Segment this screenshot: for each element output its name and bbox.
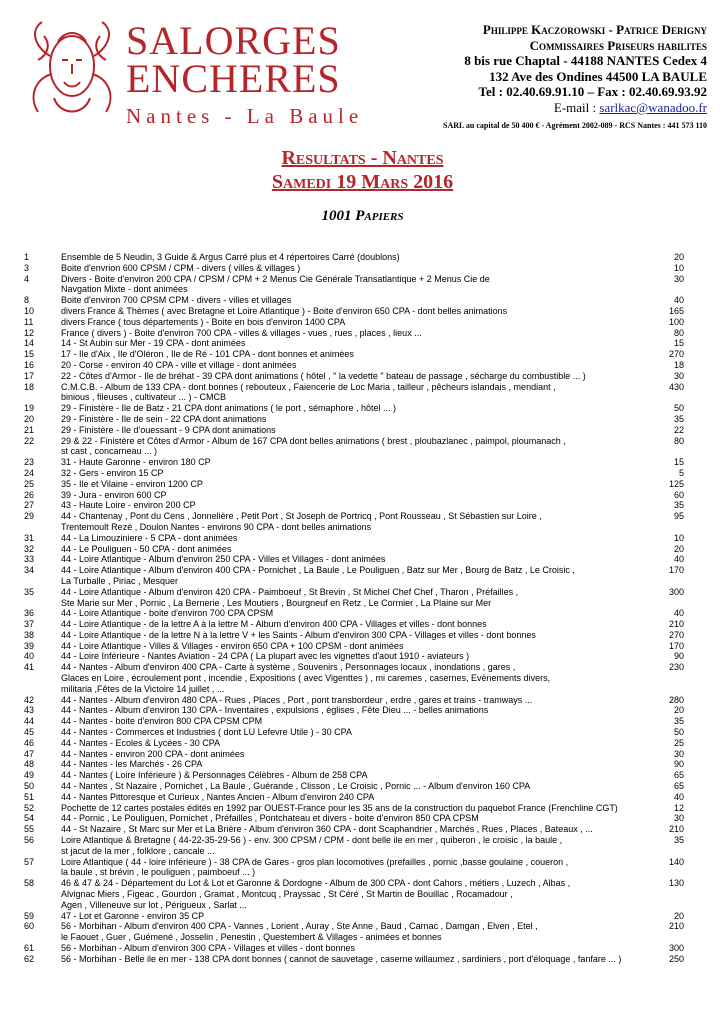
lot-price: 210 <box>668 619 684 630</box>
lot-row <box>24 857 684 879</box>
lot-row <box>24 911 684 922</box>
lot-price: 60 <box>673 489 684 500</box>
lot-row <box>24 705 684 716</box>
lot-number: 12 <box>24 327 35 338</box>
lot-price: 210 <box>668 921 684 932</box>
lot-price: 50 <box>673 403 684 414</box>
lot-price: 270 <box>668 629 684 640</box>
lot-description: 44 - Nantes - les Marchés - 26 CPA <box>61 759 203 770</box>
lot-price: 300 <box>668 586 684 597</box>
lot-row <box>24 835 684 857</box>
lot-number: 23 <box>24 457 35 468</box>
lot-row <box>24 317 684 328</box>
brand-line-2: ENCHERES <box>126 56 341 101</box>
lot-description: 44 - Nantes - boite d'environ 800 CPA CPSM CPM <box>61 716 263 727</box>
lot-price: 10 <box>673 262 684 273</box>
lot-description: 56 - Morbihan - Album d'environ 300 CPA - Villages et villes - dont bonnes <box>61 943 356 953</box>
lot-number: 48 <box>24 759 35 770</box>
lot-description: 44 - St Nazaire , St Marc sur Mer et La Brière - Album d'environ 360 CPA - dont Scaphandrier , Marchés , Rues , Places , Bateaux , ... <box>61 824 593 835</box>
lot-row <box>24 338 684 349</box>
lot-price: 95 <box>673 511 684 522</box>
lot-description: 43 - Haute Loire - environ 200 CP <box>61 500 196 511</box>
lot-description: 32 - Gers - environ 15 CP <box>61 467 164 478</box>
lot-number: 56 <box>24 835 35 846</box>
lot-number: 29 <box>24 511 35 522</box>
address-nantes: 8 bis rue Chaptal - 44188 NANTES Cedex 4 <box>464 53 707 69</box>
lot-price: 430 <box>668 381 684 392</box>
lot-row <box>24 641 684 652</box>
lot-description: 44 - Loire Atlantique - boite d'environ 700 CPA CPSM <box>61 608 274 619</box>
lot-number: 18 <box>24 381 35 392</box>
lot-description: 44 - Nantes - Album d'environ 480 CPA - Rues , Places , Port , pont transbordeur , erdre , gares et trains - tramways ... <box>61 694 533 705</box>
lot-row <box>24 619 684 630</box>
lot-number: 55 <box>24 824 35 835</box>
lot-number: 57 <box>24 856 35 867</box>
company-registration: SARL au capital de 50 400 € - Agrément 2002-089 - RCS Nantes : 441 573 110 <box>443 120 707 130</box>
lot-row <box>24 425 684 436</box>
lot-price: 40 <box>673 791 684 802</box>
lot-number: 51 <box>24 791 35 802</box>
lot-price: 90 <box>673 759 684 770</box>
lot-row <box>24 651 684 662</box>
lot-description: 31 - Haute Garonne - environ 180 CP <box>61 457 211 468</box>
lot-number: 16 <box>24 359 35 370</box>
lot-description: France ( divers ) - Boite d'environ 700 CPA - villes & villages - vues , rues , places , lieux ... <box>61 327 422 338</box>
lot-price: 65 <box>673 770 684 781</box>
lot-row <box>24 468 684 479</box>
lot-row <box>24 630 684 641</box>
lot-description: 14 - St Aubin sur Mer - 19 CPA - dont animées <box>61 338 246 349</box>
lot-description: 17 - Ile d'Aix , Ile d'Oléron , Ile de Ré - 101 CPA - dont bonnes et animées <box>61 349 354 360</box>
lot-description: 20 - Corse - environ 40 CPA - ville et village - dont animées <box>61 359 297 370</box>
lot-price: 15 <box>673 338 684 349</box>
lot-number: 62 <box>24 953 35 964</box>
lot-number: 19 <box>24 403 35 414</box>
lot-number: 20 <box>24 413 35 424</box>
lot-price: 35 <box>673 835 684 846</box>
lot-row <box>24 759 684 770</box>
lot-number: 49 <box>24 770 35 781</box>
lot-price: 10 <box>673 532 684 543</box>
lot-price: 270 <box>668 349 684 360</box>
lot-number: 50 <box>24 781 35 792</box>
lot-price: 165 <box>668 305 684 316</box>
lot-price: 12 <box>673 802 684 813</box>
lot-description: 44 - Loire Atlantique - Album d'environ 420 CPA - Paimboeuf , St Brevin , St Michel Chef Chef , Tharon , Préfailles , Ste Marie sur Mer , Pornic , La Bernerie , Les Moutiers , Bourgneuf en Retz , Le Cormier , La Plaine sur Mer <box>61 586 519 608</box>
lot-price: 20 <box>673 543 684 554</box>
lot-row <box>24 533 684 544</box>
lot-description: 44 - Nantes Pittoresque et Curieux , Nantes Ancien - Album d'environ 240 CPA <box>61 791 375 802</box>
lot-number: 38 <box>24 629 35 640</box>
lot-price: 100 <box>668 316 684 327</box>
lot-price: 140 <box>668 856 684 867</box>
lot-price: 35 <box>673 500 684 511</box>
lot-price: 280 <box>668 694 684 705</box>
lot-description: 47 - Lot et Garonne - environ 35 CP <box>61 910 205 921</box>
lot-number: 27 <box>24 500 35 511</box>
lot-description: Ensemble de 5 Neudin, 3 Guide & Argus Carré plus et 4 répertoires Carré (doublons) <box>61 252 400 262</box>
lot-row <box>24 349 684 360</box>
lot-price: 50 <box>673 727 684 738</box>
lot-price: 130 <box>668 878 684 889</box>
lot-description: 44 - Nantes - environ 200 CPA - dont animées <box>61 748 245 759</box>
lot-number: 34 <box>24 565 35 576</box>
lot-row <box>24 662 684 694</box>
lot-price: 90 <box>673 651 684 662</box>
lot-number: 22 <box>24 435 35 446</box>
lot-row <box>24 457 684 468</box>
lot-description: 44 - Loire Atlantique - Villes & Villages - environ 650 CPA + 100 CPSM - dont animées <box>61 640 404 651</box>
lot-row <box>24 295 684 306</box>
lot-row <box>24 414 684 425</box>
lot-number: 17 <box>24 370 35 381</box>
lot-description: 29 - Finistère - Ile d'ouessant - 9 CPA dont animations <box>61 424 276 435</box>
lot-row <box>24 954 684 965</box>
lot-number: 21 <box>24 424 35 435</box>
lot-row <box>24 328 684 339</box>
lot-price: 30 <box>673 273 684 284</box>
lot-row <box>24 252 684 263</box>
lot-row <box>24 554 684 565</box>
lot-description: Pochette de 12 cartes postales édités en 1992 par OUEST-France pour les 35 ans de la construction du paquebot France (Frenchline CGT) <box>61 802 618 813</box>
lot-row <box>24 544 684 555</box>
lot-price: 22 <box>673 424 684 435</box>
lot-description: 29 - Finistère - Ile de Batz - 21 CPA dont animations ( le port , sémaphore , hôtel ... ) <box>61 403 396 414</box>
lot-price: 40 <box>673 608 684 619</box>
lot-description: 44 - Nantes - Commerces et Industries ( dont LU Lefevre Utile ) - 30 CPA <box>61 727 352 738</box>
lot-row <box>24 921 684 943</box>
lot-description: divers France & Thèmes ( avec Bretagne et Loire Atlantique ) - Boite d'environ 650 CPA - dont belles animations <box>61 305 508 316</box>
lot-number: 1 <box>24 252 30 262</box>
lot-number: 11 <box>24 316 34 327</box>
lot-description: 44 - Loire Atlantique - de la lettre A à la lettre M - Album d'environ 400 CPA - Villages et villes - dont bonnes <box>61 619 487 630</box>
lot-price: 35 <box>673 716 684 727</box>
lot-row <box>24 824 684 835</box>
lot-number: 47 <box>24 748 35 759</box>
lot-description: 44 - Loire Atlantique - Album d'environ 250 CPA - Villes et Villages - dont animées <box>61 554 386 565</box>
lot-price: 30 <box>673 813 684 824</box>
address-la-baule: 132 Ave des Ondines 44500 LA BAULE <box>489 68 707 84</box>
lot-number: 44 <box>24 716 35 727</box>
lot-number: 42 <box>24 694 35 705</box>
lot-price: 170 <box>668 640 684 651</box>
lot-row <box>24 490 684 501</box>
lot-price: 15 <box>673 457 684 468</box>
lot-price: 20 <box>673 910 684 921</box>
lot-price: 80 <box>673 435 684 446</box>
lot-description: Boite d'envrion 600 CPSM / CPM - divers ( villes & villages ) <box>61 262 301 273</box>
lot-row <box>24 360 684 371</box>
results-title: Resultats - Nantes <box>281 147 444 169</box>
lot-number: 37 <box>24 619 35 630</box>
lot-row <box>24 943 684 954</box>
lot-number: 45 <box>24 727 35 738</box>
lot-row <box>24 770 684 781</box>
lot-number: 14 <box>24 338 35 349</box>
lot-row <box>24 695 684 706</box>
lot-number: 40 <box>24 651 35 662</box>
lot-description: 29 & 22 - Finistère et Côtes d'Armor - Album de 167 CPA dont belles animations ( brest , ploubazlanec , paimpol, ploumanach , st cast , concarneau ... ) <box>61 435 566 457</box>
lot-price: 5 <box>678 467 684 478</box>
lot-row <box>24 479 684 490</box>
lot-row <box>24 781 684 792</box>
lot-row <box>24 371 684 382</box>
lot-number: 41 <box>24 662 35 673</box>
lot-number: 4 <box>24 273 30 284</box>
lot-price: 80 <box>673 327 684 338</box>
lot-row <box>24 511 684 533</box>
lot-description: Loire Atlantique & Bretagne ( 44-22-35-29-56 ) - env. 300 CPSM / CPM - dont belle ile en mer , quiberon , le croisic , la baule , st jacut de la mer , folklore , cancale ... <box>61 835 563 856</box>
lot-row <box>24 749 684 760</box>
lot-description: 44 - Nantes ( Loire Inférieure ) & Personnages Célèbres - Album de 258 CPA <box>61 770 368 781</box>
lot-number: 31 <box>24 532 35 543</box>
lot-number: 59 <box>24 910 35 921</box>
lot-number: 32 <box>24 543 35 554</box>
lot-price: 250 <box>668 953 684 964</box>
lot-number: 33 <box>24 554 35 565</box>
lot-number: 35 <box>24 586 35 597</box>
lot-price: 40 <box>673 295 684 306</box>
lot-description: Divers - Boite d'environ 200 CPA / CPSM / CPM + 2 Menus Cie Générale Transatlantique + 2 Menus Cie de Navgation Mixte - dont animées <box>61 273 490 295</box>
lot-description: 44 - Nantes - Ecoles & Lycées - 30 CPA <box>61 737 221 748</box>
email-label: E-mail : <box>553 99 600 115</box>
lot-number: 24 <box>24 467 35 478</box>
lot-number: 15 <box>24 349 35 360</box>
lot-price: 230 <box>668 662 684 673</box>
lot-number: 26 <box>24 489 35 500</box>
lot-number: 58 <box>24 878 35 889</box>
results-list <box>24 252 684 965</box>
contact-block <box>387 22 707 133</box>
lot-description: 35 - Ile et Vilaine - environ 1200 CP <box>61 478 203 489</box>
lot-number: 25 <box>24 478 35 489</box>
lot-price: 20 <box>673 252 684 262</box>
lot-price: 210 <box>668 824 684 835</box>
lot-description: 44 - Pornic , Le Pouliguen, Pornichet , Préfailles , Pontchateau et divers - boite d'environ 850 CPA CPSM <box>61 813 479 824</box>
lot-price: 20 <box>673 705 684 716</box>
lot-number: 3 <box>24 262 30 273</box>
lot-price: 25 <box>673 737 684 748</box>
lot-description: 44 - Nantes - Album d'environ 130 CPA - Inventaires , expulsions , églises , Fête Dieu ... - belles animations <box>61 705 489 716</box>
auctioneer-role: Commissaires Priseurs habilites <box>529 37 707 53</box>
lot-row <box>24 436 684 458</box>
lot-row <box>24 500 684 511</box>
email-link[interactable]: sarlkac@wanadoo.fr <box>599 99 707 115</box>
lot-price: 40 <box>673 554 684 565</box>
lot-row <box>24 716 684 727</box>
sale-subtitle: 1001 Papiers <box>321 208 404 224</box>
lot-row <box>24 565 684 587</box>
lot-description: 44 - La Limouziniere - 5 CPA - dont animées <box>61 532 238 543</box>
auctioneer-names: Philippe Kaczorowski - Patrice Derigny <box>482 22 707 37</box>
lot-description: 56 - Morbihan - Album d'environ 400 CPA - Vannes , Lorient , Auray , Ste Anne , Baud , Carnac , Damgan , Elven , Etel , le Faouet , Guer , Guémené , Josselin , Penestin , Questembert & Villages - animées et bonnes <box>61 921 538 943</box>
salorges-logo <box>24 16 120 126</box>
lot-price: 35 <box>673 413 684 424</box>
lot-number: 54 <box>24 813 35 824</box>
lot-price: 30 <box>673 370 684 381</box>
lot-row <box>24 587 684 609</box>
lot-price: 125 <box>668 478 684 489</box>
lot-description: Loire Atlantique ( 44 - loire inférieure ) - 38 CPA de Gares - gros plan locomotives (prefailles , pornic ,basse goulaine , coueron , la baule , st brévin , le pouliguen , paimboeuf ... ) <box>61 856 569 878</box>
lot-row <box>24 608 684 619</box>
lot-number: 43 <box>24 705 35 716</box>
lot-row <box>24 263 684 274</box>
brand-line-3: Nantes - La Baule <box>126 104 364 128</box>
lot-row <box>24 813 684 824</box>
lot-description: 44 - Le Pouliguen - 50 CPA - dont animées <box>61 543 232 554</box>
lot-description: C.M.C.B. - Album de 133 CPA - dont bonnes ( rebouteux , Faiencerie de Loc Maria , tailleur , pêcheurs islandais , mendiant , binious , fileuses , cultivateur ... ) - CMCB <box>61 381 556 403</box>
lot-row <box>24 803 684 814</box>
lot-row <box>24 878 684 910</box>
lot-description: 56 - Morbihan - Belle ile en mer - 138 CPA dont bonnes ( cannot de sauvetage , caserne willaumez , sardiniers , port d'éloquage , fanfare ... ) <box>61 953 622 964</box>
lot-price: 30 <box>673 748 684 759</box>
lot-description: 44 - Nantes - Album d'environ 400 CPA - Carte à système , Souvenirs , Personnages locaux , inondations , gares , Glaces en Loire , écroulement pont , incendie , Expositions ( avec Vigenttes ) , mi caremes , casernes, Evènements divers, militaria ,Fêtes de la Victoire 14 juillet , ... <box>61 662 551 694</box>
lot-description: divers France ( tous départements ) - Boite en bois d'environ 1400 CPA <box>61 316 346 327</box>
lot-description: 39 - Jura - environ 600 CP <box>61 489 167 500</box>
lot-description: Boite d'environ 700 CPSM CPM - divers - villes et villages <box>61 295 292 306</box>
lot-number: 46 <box>24 737 35 748</box>
lot-description: 22 - Côtes d'Armor - Ile de bréhat - 39 CPA dont animations ( hôtel , " la vedette " bateau de passage , sécharge du combustible ... ) <box>61 370 586 381</box>
lot-row <box>24 738 684 749</box>
sale-date: Samedi 19 Mars 2016 <box>271 171 454 193</box>
lot-description: 44 - Loire Inférieure - Nantes Aviation - 24 CPA ( La plupart avec les vignettes d'aout 1910 - aviateurs ) <box>61 651 470 662</box>
lot-number: 8 <box>24 295 30 306</box>
lot-number: 36 <box>24 608 35 619</box>
lot-price: 65 <box>673 781 684 792</box>
lot-price: 170 <box>668 565 684 576</box>
lot-price: 300 <box>668 943 684 953</box>
lot-number: 39 <box>24 640 35 651</box>
lot-row <box>24 727 684 738</box>
email-line <box>387 100 707 116</box>
lot-number: 61 <box>24 943 35 953</box>
lot-number: 52 <box>24 802 35 813</box>
lot-description: 44 - Chantenay , Pont du Cens , Jonnelière , Petit Port , St Joseph de Portricq , Pont Rousseau , St Sébastien sur Loire , Trentemoult Rezé , Doulon Nantes - environs 90 CPA - dont belles animations <box>61 511 542 532</box>
lot-description: 46 & 47 & 24 - Département du Lot & Lot et Garonne & Dordogne - Album de 300 CPA - dont Cahors , métiers , Luzech , Albas , Alvignac Miers , Figeac , Gourdon , Gramat , Montcuq , Prayssac , St Céré , St Martin de Bouillac , Rocamadour , Agen , Villeneuve sur lot , Périgueux , Sarlat ... <box>61 878 571 910</box>
lot-number: 10 <box>24 305 35 316</box>
lot-row <box>24 306 684 317</box>
lot-number: 60 <box>24 921 35 932</box>
lot-description: 44 - Loire Atlantique - Album d'environ 400 CPA - Pornichet , La Baule , Le Pouliguen , Batz sur Mer , Bourg de Batz , Le Croisic , La Turballe , Piriac , Mesquer <box>61 565 575 586</box>
lot-row <box>24 382 684 404</box>
brand-block <box>126 18 366 129</box>
lot-row <box>24 403 684 414</box>
lot-description: 44 - Nantes , St Nazaire , Pornichet , La Baule , Guérande , Clisson , Le Croisic , Pornic ... - Album d'environ 160 CPA <box>61 781 531 792</box>
brand-line-1: SALORGES <box>126 18 341 63</box>
phone-fax: Tel : 02.40.69.91.10 – Fax : 02.40.69.93.92 <box>478 84 707 100</box>
lot-row <box>24 274 684 296</box>
lot-description: 29 - Finistère - Ile de sein - 22 CPA dont animations <box>61 413 267 424</box>
lot-description: 44 - Loire Atlantique - de la lettre N à la lettre V + les Saints - Album d'environ 300 CPA - Villages et villes - dont bonnes <box>61 629 536 640</box>
lot-row <box>24 792 684 803</box>
lot-price: 18 <box>673 359 684 370</box>
